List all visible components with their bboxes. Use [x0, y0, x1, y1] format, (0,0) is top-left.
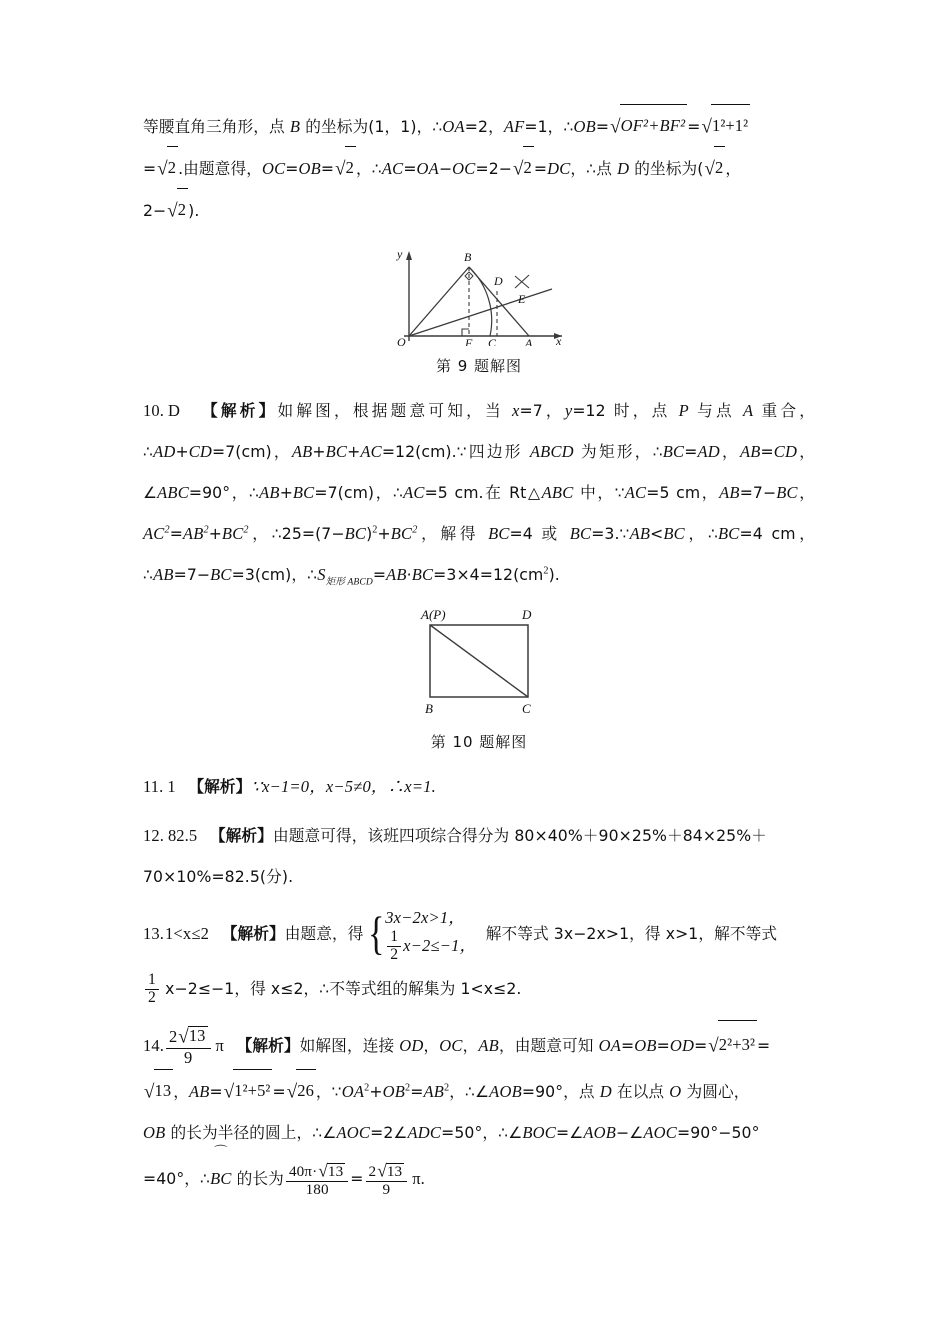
- p9-seg: =: [143, 159, 157, 178]
- math-var: AC: [624, 483, 647, 502]
- p14-seg: 在以点: [611, 1082, 670, 1102]
- sqrt-13: √13: [377, 1160, 403, 1181]
- math-var: BC: [292, 483, 315, 502]
- sqrt-2sq-3sq: √2²+3²: [707, 1021, 757, 1070]
- problem-12-number: 12.: [143, 826, 164, 845]
- problem-11-answer: 1: [167, 777, 176, 796]
- math-var: BC: [718, 524, 740, 543]
- problem-10-tag: 【解析】: [201, 401, 278, 420]
- p9-seg: =1，∴: [524, 117, 574, 136]
- problem-11-number: 11.: [143, 777, 164, 796]
- problem-14-block: [143, 1021, 815, 1205]
- sqrt-13: √13: [178, 1026, 206, 1048]
- exponent: 2: [203, 524, 209, 536]
- exponent: 2: [164, 524, 170, 536]
- math-var: CD: [188, 442, 213, 461]
- p14-seg: =: [209, 1082, 223, 1102]
- fraction-one-half: [387, 929, 401, 964]
- text-run: =3×4=12(cm: [433, 565, 544, 584]
- p9-seg: =: [595, 117, 610, 136]
- problem-13-line1: [143, 905, 815, 965]
- inequality-row-2: [385, 930, 476, 965]
- math-var: BC: [662, 442, 685, 461]
- figure-9-svg: [384, 241, 574, 346]
- p9-seg: 2−: [143, 201, 167, 220]
- figure-9: [143, 241, 815, 376]
- sqrt-2: √2: [156, 147, 178, 189]
- math-var: AC: [403, 483, 425, 502]
- text-run: +: [347, 442, 361, 461]
- exponent: 2: [444, 1082, 450, 1094]
- numerator: 1: [148, 971, 156, 989]
- p14-var-OC: OC: [439, 1036, 463, 1056]
- figure-10-label-B: B: [425, 701, 433, 716]
- math-var: AB: [153, 565, 174, 584]
- p14-seg: =2∠: [370, 1123, 408, 1143]
- text-run: =7−: [173, 565, 211, 584]
- math-var: AB: [182, 524, 204, 543]
- p14-var-AB: AB: [423, 1082, 444, 1102]
- text-run: ，: [797, 483, 815, 502]
- math-var: BC: [390, 524, 413, 543]
- p14-var-AOC: AOC: [336, 1123, 371, 1143]
- problem-11-block: [143, 766, 815, 807]
- math-var: AD: [153, 442, 176, 461]
- problem-9-line: [143, 189, 815, 231]
- text-run: ).: [548, 565, 560, 584]
- inequality-row-2-rest: x−2≤−1，: [403, 936, 477, 956]
- p9-seg: 等腰直角三角形，点: [143, 117, 290, 136]
- problem-14-line3: [143, 1112, 815, 1153]
- p9-var-OC: OC: [261, 159, 286, 178]
- denominator: 9: [166, 1048, 211, 1067]
- p14-seg: +: [369, 1082, 383, 1102]
- p14-seg: =: [350, 1169, 364, 1189]
- sqrt-1sq-5sq: √1²+5²: [223, 1070, 273, 1112]
- problem-9-line: [143, 105, 815, 147]
- radicand: 13: [327, 1162, 344, 1180]
- p14-var-BOC: BOC: [522, 1123, 556, 1143]
- segment-OE: [409, 289, 552, 336]
- problem-12-tag: 【解析】: [209, 826, 273, 845]
- p9-seg: ).: [188, 201, 200, 220]
- p9-var-OA: OA: [442, 117, 465, 136]
- radicand: 26: [296, 1069, 316, 1111]
- arc-letters: BC: [210, 1169, 232, 1189]
- sqrt-OF2-BF2: √OF²+BF²: [609, 105, 687, 147]
- p9-seg: =: [403, 159, 417, 178]
- math-var: P: [678, 401, 689, 420]
- text-run: =: [372, 565, 387, 584]
- math-var: AB: [386, 565, 407, 584]
- denominator: 2: [387, 946, 401, 964]
- radicand: 2: [523, 146, 534, 188]
- math-var: BC: [325, 442, 348, 461]
- problem-10-solution-text: [143, 390, 815, 595]
- p14-var-ADC: ADC: [407, 1123, 442, 1143]
- problem-10-number: 10.: [143, 401, 164, 420]
- radicand: 13: [154, 1069, 174, 1111]
- p9-var-AC: AC: [381, 159, 404, 178]
- arc-BC: [469, 267, 492, 336]
- math-var: BC: [663, 524, 685, 543]
- numerator: [286, 1161, 348, 1180]
- text-run: ·: [406, 565, 412, 584]
- text-run: =: [169, 524, 183, 543]
- label-x: x: [556, 334, 562, 346]
- problem-14-number: 14.: [143, 1036, 164, 1056]
- math-var: BC: [488, 524, 510, 543]
- math-var: ABCD: [529, 442, 574, 461]
- p14-var-OB: OB: [382, 1082, 405, 1102]
- system-brace: {: [367, 907, 385, 960]
- problem-12-line1: [143, 815, 815, 856]
- problem-9-solution-text: [143, 105, 815, 231]
- p9-seg: ，∴点: [570, 159, 618, 178]
- p14-seg: =: [272, 1082, 286, 1102]
- label-A: A: [525, 336, 533, 346]
- math-var: BC: [344, 524, 367, 543]
- figure-10-caption: 第 10 题解图: [430, 733, 528, 751]
- p9-seg: ，∴: [356, 159, 382, 178]
- sqrt-1-1: √1²+1²: [700, 105, 750, 147]
- label-y: y: [397, 247, 403, 261]
- math-var: AC: [360, 442, 382, 461]
- text-run: =7(cm)，∴: [314, 483, 404, 502]
- p14-seg: −∠: [616, 1123, 644, 1143]
- text-run: =3.∵: [591, 524, 630, 543]
- math-var: AB: [259, 483, 280, 502]
- math-var: x: [512, 401, 520, 420]
- text-run: =12(cm).∵四边形: [381, 442, 530, 461]
- exponent: 2: [364, 1082, 370, 1094]
- text-run: =7，: [519, 401, 565, 420]
- figure-9-caption: 第 9 题解图: [435, 357, 523, 375]
- figure-10-svg: [404, 603, 554, 718]
- p14-seg: =: [694, 1036, 708, 1056]
- text-run: =12 时，点: [572, 401, 679, 420]
- text-run: ，∠: [143, 442, 815, 502]
- label-C: C: [488, 336, 497, 346]
- math-var: AB: [739, 442, 761, 461]
- diagonal-AC: [430, 625, 528, 697]
- p9-seg: 的坐标为(1，1)，∴: [300, 117, 443, 136]
- problem-13-number: 13.: [143, 923, 164, 943]
- p14-var-AB: AB: [188, 1082, 210, 1102]
- problem-14-line1: [143, 1021, 815, 1070]
- math-var: CD: [773, 442, 798, 461]
- sqrt-13: √13: [318, 1160, 344, 1181]
- text-run: +: [377, 524, 391, 543]
- text-run: 中，∵: [573, 483, 625, 502]
- p14-seg: π.: [412, 1169, 425, 1189]
- p14-seg: 的长为: [231, 1169, 284, 1189]
- text-run: =5 cm.在 Rt△: [424, 483, 542, 502]
- p14-var-OD: OD: [669, 1036, 695, 1056]
- text-run: ，: [719, 442, 740, 461]
- p9-var-OB: OB: [298, 159, 321, 178]
- math-var: AB: [291, 442, 313, 461]
- numerator-prefix: 40π·: [288, 1163, 318, 1181]
- text-run: =4 或: [509, 524, 570, 543]
- p14-var-OD: OD: [399, 1036, 424, 1056]
- math-var: BC: [210, 565, 232, 584]
- problem-13-text: x−2≤−1，得 x≤2，∴不等式组的解集为 1<x≤2.: [165, 979, 522, 999]
- radicand: 2²+3²: [718, 1020, 757, 1069]
- p14-var-AOB: AOB: [489, 1082, 522, 1102]
- p9-seg: =: [320, 159, 335, 178]
- text-run: =3(cm)，∴: [231, 565, 318, 584]
- p9-var-D: D: [617, 159, 630, 178]
- math-var: S: [317, 565, 326, 584]
- math-var: AC: [143, 524, 165, 543]
- p9-var-B: B: [289, 117, 301, 136]
- p14-seg: =50°，∴∠: [441, 1123, 523, 1143]
- p14-var-OB: OB: [143, 1123, 166, 1143]
- p14-var-OA: OA: [598, 1036, 621, 1056]
- label-F: F: [465, 336, 473, 346]
- p9-var-DC: DC: [547, 159, 571, 178]
- sqrt-2: √2: [704, 147, 726, 189]
- problem-12-answer: 82.5: [167, 826, 198, 845]
- problem-13-tag: 【解析】: [221, 923, 285, 943]
- problem-12-line2: [143, 856, 815, 897]
- text-run: ，∴25=(7−: [248, 524, 345, 543]
- sqrt-26: √26: [286, 1070, 316, 1112]
- math-var: ABC: [541, 483, 574, 502]
- p14-var-D: D: [599, 1082, 612, 1102]
- text-run: 如解图，根据题意可知，当: [277, 401, 513, 420]
- problem-10-body: [143, 401, 815, 588]
- problem-14-answer-fraction: [166, 1027, 211, 1066]
- radicand: 2: [177, 188, 188, 230]
- figure-10-label-C: C: [522, 701, 531, 716]
- p14-seg: =40°，∴: [143, 1169, 211, 1189]
- p9-seg: 的坐标为(: [629, 159, 704, 178]
- p14-seg: 的长为半径的圆上，∴∠: [165, 1123, 337, 1143]
- p14-var-O: O: [669, 1082, 682, 1102]
- p14-seg: =: [410, 1082, 424, 1102]
- sqrt-2: √2: [166, 189, 188, 231]
- text-run: +: [312, 442, 326, 461]
- sqrt-13: √13: [143, 1070, 173, 1112]
- text-run: =7−: [739, 483, 777, 502]
- text-run: =: [760, 442, 774, 461]
- p9-seg: .由题意得，: [178, 159, 262, 178]
- radicand: 2: [167, 146, 178, 188]
- p14-seg: ，∵: [315, 1082, 342, 1102]
- fraction-result: [366, 1161, 408, 1198]
- fraction-one-half: [145, 972, 159, 1007]
- text-run: 重合，∴: [143, 401, 815, 461]
- denominator: 180: [286, 1181, 348, 1198]
- text-run: <: [650, 524, 664, 543]
- text-run: =7(cm)，: [212, 442, 292, 461]
- p14-var-OB: OB: [634, 1036, 657, 1056]
- numerator: [366, 1161, 408, 1180]
- problem-12-text: 70×10%=82.5(分).: [143, 867, 294, 886]
- math-var: ABC: [157, 483, 189, 502]
- p9-seg: =: [687, 117, 701, 136]
- p9-seg: −: [438, 159, 453, 178]
- p14-seg: =: [656, 1036, 670, 1056]
- text-run: 为矩形，∴: [573, 442, 663, 461]
- problem-13-after: 解不等式 3x−2x>1，得 x>1，解不等式: [485, 923, 778, 943]
- radicand: 2: [714, 146, 725, 188]
- text-run: +: [175, 442, 189, 461]
- p14-seg: =∠: [555, 1123, 584, 1143]
- text-run: +: [279, 483, 293, 502]
- p9-seg: ，: [725, 159, 742, 178]
- problem-13-block: [143, 905, 815, 1013]
- text-run: +: [208, 524, 222, 543]
- inequality-row-1: 3x−2x>1，: [385, 907, 465, 927]
- subscript: 矩形 ABCD: [325, 576, 373, 588]
- text-run: 与点: [688, 401, 744, 420]
- radicand: OF²+BF²: [620, 104, 688, 146]
- problem-11-body: ∵x−1=0，x−5≠0，∴x=1.: [251, 777, 436, 796]
- denominator: 9: [366, 1181, 408, 1198]
- p9-seg: =: [285, 159, 299, 178]
- p14-seg: =90°，点: [521, 1082, 600, 1102]
- math-var: BC: [569, 524, 592, 543]
- problem-9-line: [143, 147, 815, 189]
- label-O: O: [397, 335, 406, 346]
- coefficient: 2: [168, 1027, 178, 1047]
- label-D: D: [494, 274, 503, 288]
- p14-var-OA: OA: [341, 1082, 365, 1102]
- p14-seg: ，: [462, 1036, 479, 1056]
- math-var: BC: [221, 524, 244, 543]
- text-run: =5 cm，: [646, 483, 720, 502]
- right-angle-mark-F: [462, 329, 469, 336]
- math-var: AB: [719, 483, 740, 502]
- answer-key-page: [143, 105, 815, 1213]
- sqrt-2: √2: [512, 147, 534, 189]
- arc-overbar: ⌒: [214, 1144, 228, 1160]
- p9-var-OC: OC: [452, 159, 476, 178]
- p14-var-AOB: AOB: [583, 1123, 617, 1143]
- inequality-system: [365, 905, 477, 965]
- figure-10-label-D: D: [522, 607, 532, 622]
- text-run: ，∴: [684, 524, 719, 543]
- problem-12-block: [143, 815, 815, 897]
- problem-14-line4: [143, 1144, 815, 1205]
- fraction-arc-length: [286, 1161, 348, 1198]
- math-var: AD: [697, 442, 720, 461]
- problem-11-line: [143, 766, 815, 807]
- figure-10-label-A: A(P): [421, 607, 446, 622]
- exponent: 2: [543, 565, 549, 577]
- p9-seg: =2−: [475, 159, 512, 178]
- problem-13-answer: 1<x≤2: [164, 923, 210, 943]
- p14-seg: 为圆心，: [681, 1082, 750, 1102]
- math-var: AB: [629, 524, 651, 543]
- problem-13-lead: 由题意，得: [284, 923, 364, 943]
- p14-seg: =: [620, 1036, 635, 1056]
- p14-seg: =: [757, 1036, 771, 1056]
- p14-seg: ，由题意可知: [498, 1036, 599, 1056]
- p14-seg: ，∴∠: [449, 1082, 490, 1102]
- p9-var-AF: AF: [503, 117, 525, 136]
- math-var: BC: [411, 565, 434, 584]
- text-run: ，解得: [417, 524, 489, 543]
- exponent: 2: [412, 524, 418, 536]
- problem-11-tag: 【解析】: [188, 777, 252, 796]
- pi-symbol: π: [215, 1036, 224, 1056]
- problem-12-text: 由题意可得，该班四项综合得分为 80×40%＋90×25%＋84×25%＋: [272, 826, 767, 845]
- system-rows: [385, 905, 476, 965]
- p9-seg: =2，: [464, 117, 504, 136]
- exponent: 2: [405, 1082, 411, 1094]
- problem-14-line2: [143, 1070, 815, 1112]
- text-run: =4 cm，∴: [143, 524, 815, 584]
- numerator-prefix: 2: [368, 1163, 377, 1181]
- math-var: y: [564, 401, 573, 420]
- radicand: 1²+1²: [711, 104, 750, 146]
- numerator: 1: [390, 928, 399, 946]
- math-var: A: [743, 401, 754, 420]
- problem-10-answer: D: [167, 401, 180, 420]
- p14-seg: ，: [423, 1036, 440, 1056]
- exponent: 2: [372, 524, 378, 536]
- p14-var-AB: AB: [478, 1036, 499, 1056]
- figure-10: [143, 603, 815, 752]
- p9-seg: =: [533, 159, 548, 178]
- arc-BC-label: [210, 1144, 232, 1205]
- problem-14-tag: 【解析】: [236, 1036, 300, 1056]
- text-run: ): [366, 524, 373, 543]
- p9-var-OA: OA: [416, 159, 439, 178]
- p14-seg: ，: [173, 1082, 189, 1102]
- sqrt-2: √2: [334, 147, 356, 189]
- text-run: =90°，∴: [188, 483, 260, 502]
- label-E: E: [518, 292, 526, 306]
- y-axis-arrow: [406, 251, 412, 260]
- problem-10-block: [143, 390, 815, 595]
- radicand: 1²+5²: [233, 1069, 272, 1111]
- p14-seg: =90°−50°: [677, 1123, 760, 1143]
- p14-var-AOC: AOC: [643, 1123, 677, 1143]
- label-B: B: [464, 250, 472, 264]
- problem-13-line2: [143, 965, 815, 1013]
- exponent: 2: [243, 524, 249, 536]
- p14-seg: 如解图，连接: [299, 1036, 400, 1056]
- radicand: 2: [345, 146, 356, 188]
- text-run: =: [684, 442, 698, 461]
- radicand: 13: [386, 1162, 403, 1180]
- numerator: [166, 1027, 211, 1047]
- denominator: 2: [145, 989, 159, 1007]
- math-var: BC: [776, 483, 798, 502]
- p9-var-OB: OB: [573, 117, 596, 136]
- radicand: 13: [188, 1026, 206, 1046]
